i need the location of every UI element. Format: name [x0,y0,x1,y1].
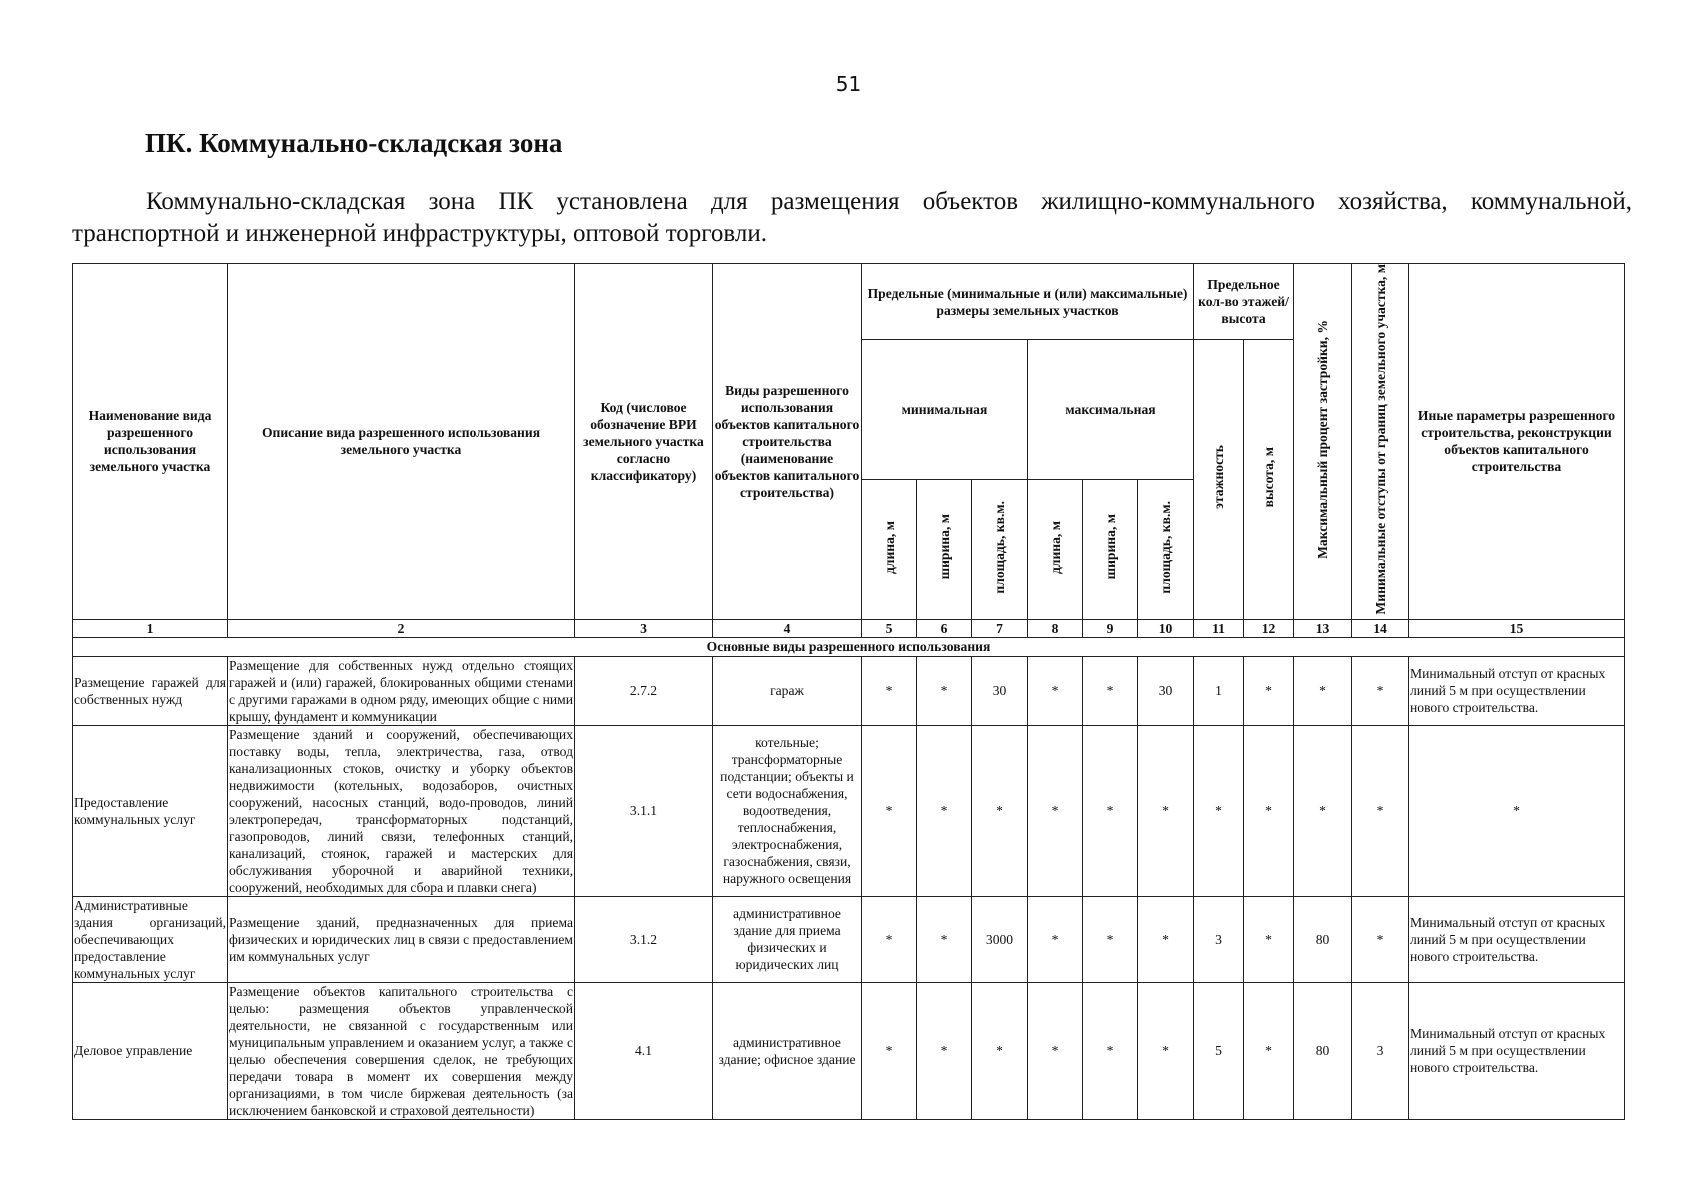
column-number: 13 [1294,619,1352,637]
header-max-area: площадь, кв.м. [1138,479,1194,619]
cell-max-width: * [1083,656,1138,725]
header-height: высота, м [1244,340,1294,620]
column-number: 9 [1083,619,1138,637]
header-max-length: длина, м [1028,479,1083,619]
cell-min-width: * [917,656,972,725]
header-other-params: Иные параметры разрешенного строительства, реконструкции объектов капитального строительства [1409,264,1625,620]
header-code: Код (числовое обозначение ВРИ земельного участка согласно классификатору) [575,264,713,620]
cell-objects: котельные; трансформаторные подстанции; объекты и сети водоснабжения, водоотведения, теплоснабжения, электроснабжения, газоснабжения, связи, наружного освещения [713,725,862,896]
cell-other: Минимальный отступ от красных линий 5 м при осуществлении нового строительства. [1409,656,1625,725]
column-number: 2 [228,619,575,637]
cell-floors: * [1194,725,1244,896]
header-name: Наименование вида разрешенного использования земельного участка [73,264,228,620]
cell-height: * [1244,725,1294,896]
cell-min-width: * [917,982,972,1119]
cell-description: Размещение зданий, предназначенных для приема физических и юридических лиц в связи с предоставлением им коммунальных услуг [228,896,575,982]
header-setbacks: Минимальные отступы от границ земельного участка, м [1352,264,1409,620]
header-min-area: площадь, кв.м. [972,479,1028,619]
cell-max-length: * [1028,725,1083,896]
cell-objects: административное здание; офисное здание [713,982,862,1119]
cell-description: Размещение для собственных нужд отдельно стоящих гаражей и (или) гаражей, блокированных общими стенами с другими гаражами в одном ряду, имеющих общие с ними крышу, фундамент и коммуникации [229,657,573,724]
header-description: Описание вида разрешенного использования земельного участка [228,264,575,620]
table-row [73,982,1625,1119]
cell-floors: 5 [1194,982,1244,1119]
cell-max-area: * [1138,896,1194,982]
cell-setback: * [1352,896,1409,982]
cell-name: Деловое управление [73,982,228,1119]
cell-min-length: * [862,896,917,982]
table-row [73,896,1625,982]
column-number: 8 [1028,619,1083,637]
cell-other: * [1409,725,1625,896]
page-number: 51 [835,72,862,96]
cell-height: * [1244,656,1294,725]
cell-objects: административное здание для приема физических и юридических лиц [713,896,862,982]
cell-min-width: * [917,725,972,896]
cell-floors: 1 [1194,656,1244,725]
cell-min-length: * [862,982,917,1119]
cell-min-length: * [862,725,917,896]
header-min-length: длина, м [862,479,917,619]
cell-min-length: * [862,656,917,725]
cell-code: 3.1.2 [575,896,713,982]
cell-min-area: 3000 [972,896,1028,982]
column-numbers-row [73,619,1625,637]
column-number: 11 [1194,619,1244,637]
zone-title: ПК. Коммунально-складская зона [145,128,563,158]
cell-code: 4.1 [575,982,713,1119]
cell-height: * [1244,896,1294,982]
cell-height: * [1244,982,1294,1119]
cell-name: Административные здания организаций, обеспечивающих предоставление коммунальных услуг [74,897,226,981]
intro-paragraph: Коммунально-складская зона ПК установлена для размещения объектов жилищно-коммунального хозяйства, коммунальной, транспортной и инженерной инфраструктуры, оптовой торговли. [72,188,1632,247]
cell-coverage: 80 [1294,982,1352,1119]
cell-coverage: * [1294,656,1352,725]
section-row [73,637,1625,656]
column-number: 10 [1138,619,1194,637]
column-number: 14 [1352,619,1409,637]
cell-coverage: 80 [1294,896,1352,982]
cell-other: Минимальный отступ от красных линий 5 м при осуществлении нового строительства. [1409,896,1625,982]
zoning-parameters-table [72,263,1625,1120]
cell-name: Размещение гаражей для собственных нужд [73,656,228,725]
table-row [73,725,1625,896]
column-number: 6 [917,619,972,637]
cell-setback: 3 [1352,982,1409,1119]
cell-setback: * [1352,656,1409,725]
header-objects: Виды разрешенного использования объектов капитального строительства (наименование объектов капитального строительства) [713,264,862,620]
header-plot-sizes: Предельные (минимальные и (или) максимальные) размеры земельных участков [862,264,1194,340]
cell-floors: 3 [1194,896,1244,982]
cell-max-width: * [1083,896,1138,982]
column-number: 12 [1244,619,1294,637]
column-number: 5 [862,619,917,637]
cell-min-area: 30 [972,656,1028,725]
table-row [73,656,1625,725]
column-number: 1 [73,619,228,637]
header-coverage: Максимальный процент застройки, % [1294,264,1352,620]
header-max-width: ширина, м [1083,479,1138,619]
cell-objects: гараж [713,656,862,725]
cell-code: 2.7.2 [575,656,713,725]
column-number: 7 [972,619,1028,637]
cell-max-width: * [1083,982,1138,1119]
cell-code: 3.1.1 [575,725,713,896]
column-number: 4 [713,619,862,637]
cell-min-area: * [972,982,1028,1119]
cell-min-width: * [917,896,972,982]
header-min: минимальная [862,340,1028,480]
cell-coverage: * [1294,725,1352,896]
column-number: 3 [575,619,713,637]
cell-description: Размещение объектов капитального строительства с целью: размещения объектов управленческой деятельности, не связанной с государственным или муниципальным управлением и оказанием услуг, а также с целью обеспечения совершения сделок, не требующих передачи товара в момент их совершения между организациями, в том числе биржевая деятельность (за исключением банковской и страховой деятельности) [229,983,573,1118]
cell-max-area: 30 [1138,656,1194,725]
cell-setback: * [1352,725,1409,896]
cell-max-length: * [1028,896,1083,982]
cell-max-area: * [1138,725,1194,896]
column-number: 15 [1409,619,1625,637]
cell-min-area: * [972,725,1028,896]
cell-other: Минимальный отступ от красных линий 5 м при осуществлении нового строительства. [1409,982,1625,1119]
header-min-width: ширина, м [917,479,972,619]
header-floors-group: Предельное кол-во этажей/ высота [1194,264,1294,340]
cell-description: Размещение зданий и сооружений, обеспечивающих поставку воды, тепла, электричества, газа, отвод канализационных стоков, очистку и уборку объектов недвижимости (котельных, водозаборов, очистных сооружений, насосных станций, водо-проводов, линий электропередач, трансформаторных подстанций, газопроводов, линий связи, телефонных станций, канализаций, стоянок, гаражей и мастерских для обслуживания уборочной и аварийной техники, сооружений, необходимых для сбора и плавки снега) [229,726,573,895]
header-floors: этажность [1194,340,1244,620]
cell-max-length: * [1028,656,1083,725]
cell-max-length: * [1028,982,1083,1119]
cell-name: Предоставление коммунальных услуг [73,725,228,896]
cell-max-width: * [1083,725,1138,896]
header-max: максимальная [1028,340,1194,480]
cell-max-area: * [1138,982,1194,1119]
section-title: Основные виды разрешенного использования [73,637,1625,656]
